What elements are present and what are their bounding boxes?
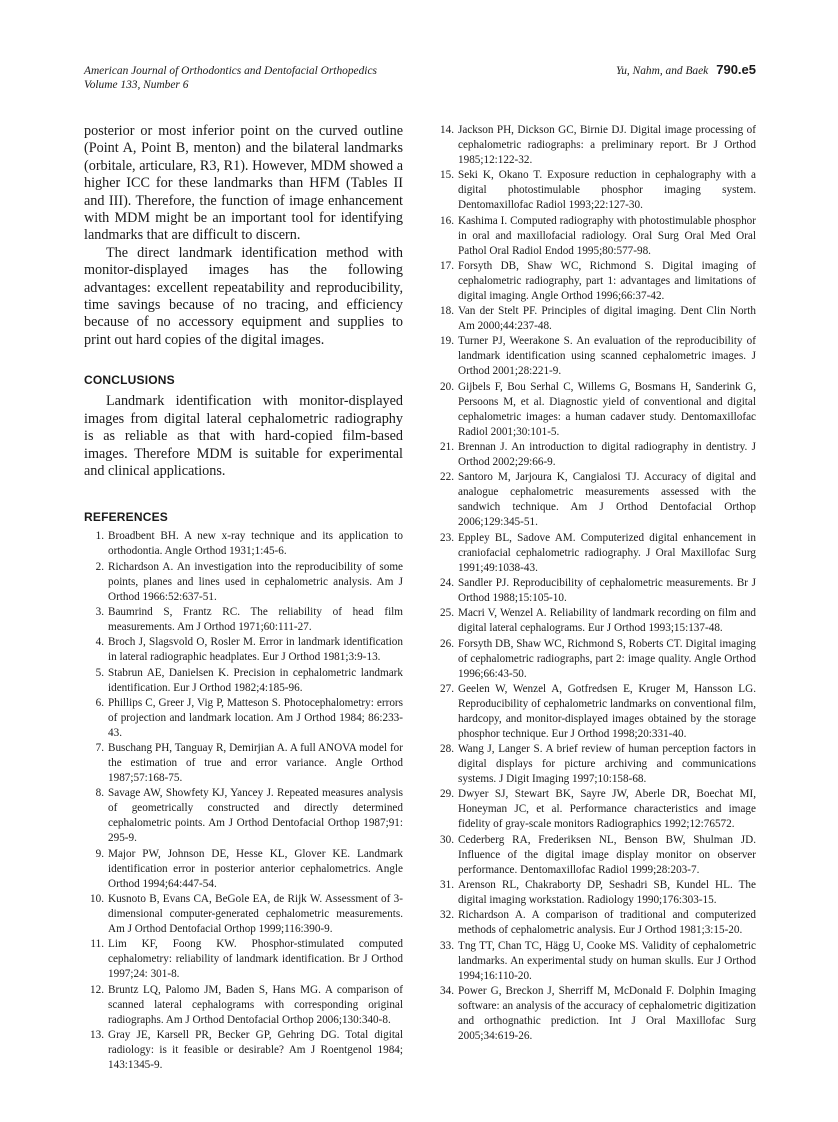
reference-text: Sandler PJ. Reproducibility of cephalometric measurements. Br J Orthod 1988;15:105-10. [458, 576, 756, 604]
reference-item [84, 1028, 403, 1073]
reference-number: 30. [440, 833, 454, 846]
reference-item [434, 334, 756, 379]
reference-text: Bruntz LQ, Palomo JM, Baden S, Hans MG. A comparison of scanned lateral cephalograms with corresponding original radiographs. Am J Orthod Dentofacial Orthop 2006;130:340-8. [108, 983, 403, 1026]
reference-text: Power G, Breckon J, Sherriff M, McDonald F. Dolphin Imaging software: an analysis of the accuracy of cephalometric digitization and orthognathic prediction. Int J Oral Maxillofac Surg 2005;34:619-26. [458, 984, 756, 1042]
reference-item [434, 214, 756, 259]
journal-title: American Journal of Orthodontics and Dentofacial Orthopedics [84, 65, 377, 77]
reference-number: 10. [90, 892, 104, 905]
reference-number: 17. [440, 259, 454, 272]
reference-item [434, 440, 756, 470]
reference-text: Phillips C, Greer J, Vig P, Matteson S. Photocephalometry: errors of projection and landmark location. Am J Orthod 1984; 86:233-43. [108, 696, 403, 739]
running-header-left [84, 64, 377, 92]
reference-text: Macri V, Wenzel A. Reliability of landmark recording on film and digital lateral cephalograms. Eur J Orthod 1993;15:137-48. [458, 607, 756, 635]
reference-text: Richardson A. A comparison of traditional and computerized methods of cephalometric analysis. Eur J Orthod 1981;3:15-20. [458, 909, 756, 937]
reference-number: 19. [440, 335, 454, 348]
running-header-right [616, 62, 756, 77]
reference-item [84, 741, 403, 786]
reference-text: Tng TT, Chan TC, Hägg U, Cooke MS. Validity of cephalometric landmarks. An experimental study on human skulls. Eur J Orthod 1994;16:110-20. [458, 939, 756, 982]
reference-item [434, 606, 756, 636]
reference-number: 32. [440, 909, 454, 922]
reference-number: 28. [440, 743, 454, 756]
reference-text: Major PW, Johnson DE, Hesse KL, Glover KE. Landmark identification error in posterior anterior cephalometrics. Angle Orthod 1994;64:447-54. [108, 847, 403, 890]
reference-item [434, 682, 756, 742]
reference-text: Lim KF, Foong KW. Phosphor-stimulated computed cephalometry: reliability of landmark identification. Br J Orthod 1997;24: 301-8. [108, 938, 403, 981]
conclusions-heading: CONCLUSIONS [84, 373, 175, 388]
reference-item [434, 576, 756, 606]
reference-text: Gijbels F, Bou Serhal C, Willems G, Bosmans H, Sanderink G, Persoons M, et al. Diagnostic yield of conventional and digital cephalometric images: a human cadaver study. Dentomaxillofac Radiol 2001;30:101-5. [458, 380, 756, 438]
reference-text: Geelen W, Wenzel A, Gotfredsen E, Kruger M, Hansson LG. Reproducibility of cephalometric landmarks on conventional film, hardcopy, and monitor-displayed images obtained by the storage phosphor technique. Eur J Orthod 1998;20:331-40. [458, 682, 756, 740]
reference-item [84, 892, 403, 937]
reference-item [84, 560, 403, 605]
reference-number: 3. [95, 605, 104, 618]
reference-text: Jackson PH, Dickson GC, Birnie DJ. Digital image processing of cephalometric radiographs: a preliminary report. Br J Orthod 1985;12:122-32. [458, 124, 756, 166]
reference-text: Stabrun AE, Danielsen K. Precision in cephalometric landmark identification. Eur J Orthod 1982;4:185-96. [108, 666, 403, 694]
reference-number: 20. [440, 380, 454, 393]
right-column [434, 123, 756, 1044]
reference-number: 9. [95, 847, 104, 860]
reference-item [434, 123, 756, 168]
reference-item [434, 531, 756, 576]
reference-number: 8. [95, 787, 104, 800]
reference-number: 21. [440, 441, 454, 454]
reference-number: 16. [440, 214, 454, 227]
reference-text: Wang J, Langer S. A brief review of human perception factors in digital displays for picture archiving and communications systems. J Digit Imaging 1997;10:158-68. [458, 743, 756, 786]
reference-item [434, 168, 756, 213]
reference-item [84, 666, 403, 696]
reference-text: Broch J, Slagsvold O, Rosler M. Error in landmark identification in lateral radiographic headplates. Eur J Orthod 1981;3:9-13. [108, 636, 403, 664]
reference-number: 15. [440, 169, 454, 182]
reference-number: 22. [440, 471, 454, 484]
reference-number: 24. [440, 576, 454, 589]
reference-number: 29. [440, 788, 454, 801]
reference-text: Cederberg RA, Frederiksen NL, Benson BW, Shulman JD. Influence of the digital image display monitor on observer performance. Dentomaxillofac Radiol 1999;28:203-7. [458, 833, 756, 876]
reference-text: Santoro M, Jarjoura K, Cangialosi TJ. Accuracy of digital and analogue cephalometric measurements assessed with the sandwich technique. Am J Orthod Dentofacial Orthop 2006;129:345-51. [458, 471, 756, 529]
reference-text: Dwyer SJ, Stewart BK, Sayre JW, Aberle DR, Boechat MI, Honeyman JC, et al. Performance characteristics and image fidelity of gray-scale monitors Radiographics 1992;12:76572. [458, 788, 756, 831]
reference-number: 31. [440, 879, 454, 892]
reference-item [434, 787, 756, 832]
reference-number: 23. [440, 531, 454, 544]
reference-list [84, 529, 403, 1073]
reference-number: 2. [95, 560, 104, 573]
reference-item [434, 878, 756, 908]
reference-item [434, 833, 756, 878]
reference-item [434, 637, 756, 682]
body-paragraph: posterior or most inferior point on the curved outline (Point A, Point B, menton) and the bilateral landmarks (orbitale, articulare, R3, R1). However, MDM showed a higher ICC for these landmarks than HFM (Tables II and III). Therefore, the function of image enhancement with MDM might be an important tool for identifying landmarks that are difficult to discern. [84, 123, 403, 244]
reference-number: 4. [95, 636, 104, 649]
reference-item [434, 742, 756, 787]
reference-number: 12. [90, 983, 104, 996]
references-heading: REFERENCES [84, 510, 169, 525]
reference-item [434, 470, 756, 530]
reference-number: 26. [440, 637, 454, 650]
reference-text: Savage AW, Showfety KJ, Yancey J. Repeated measures analysis of geometrically constructed and directly determined cephalometric points. Am J Orthod Dentofacial Orthop 1987;91: 295-9. [108, 787, 403, 845]
reference-number: 33. [440, 939, 454, 952]
reference-text: Richardson A. An investigation into the reproducibility of some points, planes and lines used in cephalometric analysis. Am J Orthod 1966:52:637-51. [108, 560, 403, 603]
reference-text: Arenson RL, Chakraborty DP, Seshadri SB, Kundel HL. The digital imaging workstation. Radiology 1990;176:303-15. [458, 879, 756, 907]
reference-item [434, 304, 756, 334]
reference-item [434, 908, 756, 938]
journal-volume: Volume 133, Number 6 [84, 79, 189, 91]
reference-item [84, 696, 403, 741]
reference-list [434, 123, 756, 1044]
left-column [84, 123, 403, 1073]
reference-number: 14. [440, 124, 454, 136]
reference-item [84, 937, 403, 982]
reference-item [434, 380, 756, 440]
reference-text: Baumrind S, Frantz RC. The reliability of head film measurements. Am J Orthod 1971;60:111-27. [108, 605, 403, 633]
conclusions-paragraph: Landmark identification with monitor-displayed images from digital lateral cephalometric radiography is as reliable as that with hard-copied film-based images. Therefore MDM is suitable for experimental and clinical applications. [84, 393, 403, 479]
reference-text: Kashima I. Computed radiography with photostimulable phosphor in oral and maxillofacial radiology. Oral Surg Oral Med Oral Pathol Oral Radiol Endod 1995;80:577-98. [458, 214, 756, 257]
page-number: 790.e5 [716, 62, 756, 77]
reference-item [434, 259, 756, 304]
reference-item [434, 984, 756, 1044]
body-paragraph: The direct landmark identification method with monitor-displayed images has the following advantages: excellent repeatability and reproducibility, time savings because of no tracing, and efficiency because of no accessory equipment and supplies to print out hard copies of the digital images. [84, 244, 403, 348]
reference-text: Kusnoto B, Evans CA, BeGole EA, de Rijk W. Assessment of 3-dimensional computer-generated cephalometric measurements. Am J Orthod Dentofacial Orthop 1999;116:390-9. [108, 892, 403, 935]
reference-item [84, 605, 403, 635]
reference-number: 27. [440, 682, 454, 695]
authors: Yu, Nahm, and Baek [615, 65, 709, 77]
reference-text: Gray JE, Karsell PR, Becker GP, Gehring DG. Total digital radiology: is it feasible or desirable? Am J Roentgenol 1984; 143:1345-9. [108, 1028, 403, 1071]
reference-number: 1. [95, 530, 104, 543]
reference-item [84, 983, 403, 1028]
reference-number: 7. [95, 742, 104, 755]
reference-item [84, 635, 403, 665]
reference-number: 18. [440, 305, 454, 318]
reference-text: Seki K, Okano T. Exposure reduction in cephalography with a digital photostimulable phosphor imaging system. Dentomaxillofac Radiol 1993;22:127-30. [458, 169, 756, 212]
reference-item [434, 939, 756, 984]
reference-number: 11. [90, 938, 104, 951]
reference-text: Van der Stelt PF. Principles of digital imaging. Dent Clin North Am 2000;44:237-48. [458, 305, 756, 333]
reference-text: Brennan J. An introduction to digital radiography in dentistry. J Orthod 2002;29:66-9. [458, 441, 756, 469]
reference-number: 34. [440, 984, 454, 997]
reference-number: 13. [90, 1028, 104, 1041]
reference-number: 5. [95, 666, 104, 679]
reference-text: Turner PJ, Weerakone S. An evaluation of the reproducibility of landmark identification using scanned cephalometric images. J Orthod 2001;28:221-9. [458, 335, 756, 378]
reference-item [84, 786, 403, 846]
reference-text: Broadbent BH. A new x-ray technique and its application to orthodontia. Angle Orthod 1931;1:45-6. [108, 530, 403, 558]
reference-text: Eppley BL, Sadove AM. Computerized digital enhancement in craniofacial cephalometric radiography. J Oral Maxillofac Surg 1991;49:1038-43. [458, 531, 756, 574]
reference-number: 6. [95, 696, 104, 709]
reference-number: 25. [440, 607, 454, 620]
reference-item [84, 529, 403, 559]
reference-text: Forsyth DB, Shaw WC, Richmond S. Digital imaging of cephalometric radiography, part 1: advantages and limitations of digital imaging. Angle Orthod 1996;66:37-42. [458, 259, 756, 302]
reference-item [84, 847, 403, 892]
reference-text: Forsyth DB, Shaw WC, Richmond S, Roberts CT. Digital imaging of cephalometric radiographs, part 2: image quality. Angle Orthod 1996;66:43-50. [458, 637, 756, 680]
reference-text: Buschang PH, Tanguay R, Demirjian A. A full ANOVA model for the estimation of true and error variance. Angle Orthod 1987;57:168-75. [108, 742, 403, 785]
